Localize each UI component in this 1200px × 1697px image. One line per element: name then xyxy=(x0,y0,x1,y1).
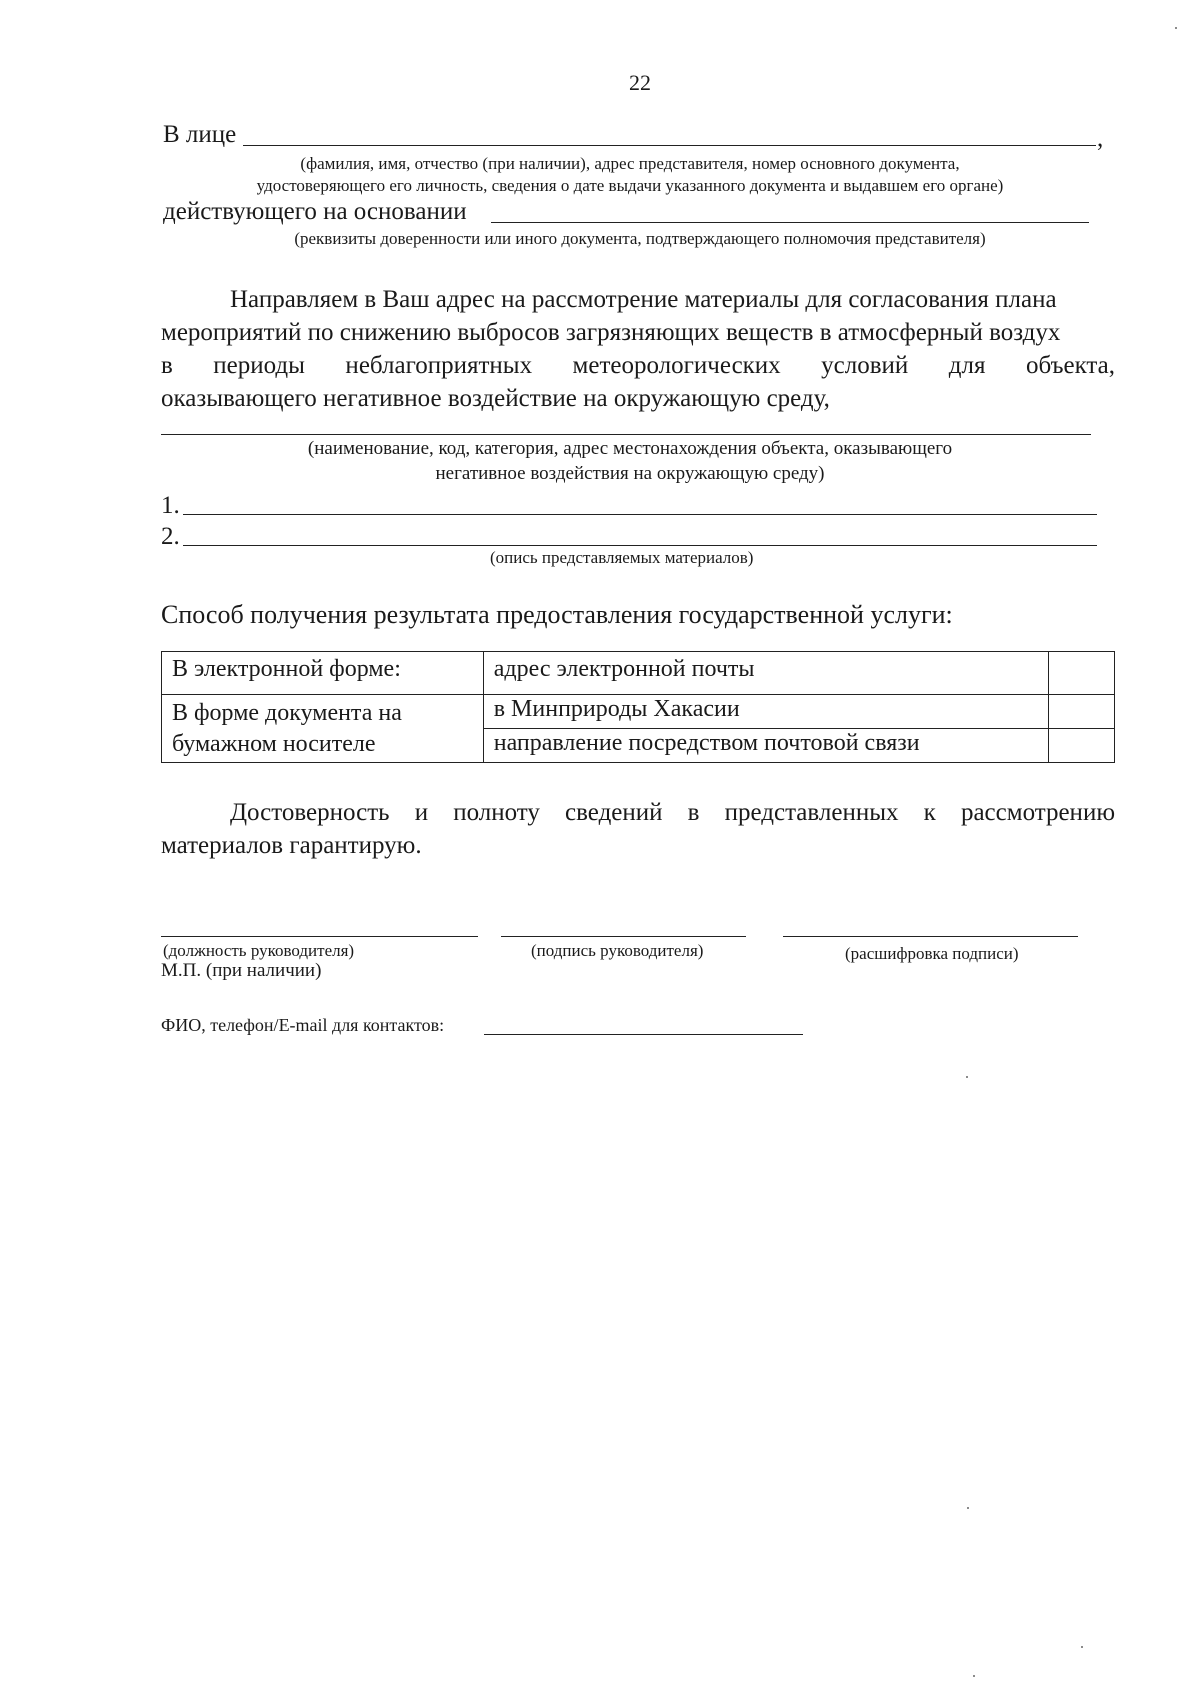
table-row xyxy=(162,695,1115,729)
materials-item-1-field[interactable] xyxy=(183,514,1097,515)
position-field[interactable] xyxy=(161,936,478,937)
decode-caption: (расшифровка подписи) xyxy=(845,944,1019,963)
paper-option-office-checkbox[interactable] xyxy=(1049,695,1115,729)
request-line3: в периоды неблагоприятных метеорологических условий для объекта, xyxy=(161,352,1115,379)
electronic-option-checkbox[interactable] xyxy=(1049,652,1115,695)
materials-item-1-number: 1. xyxy=(161,492,180,519)
representative-field[interactable] xyxy=(243,145,1096,146)
paper-label-line1: В форме документа на xyxy=(172,700,402,726)
paper-label-line2: бумажном носителе xyxy=(172,731,376,757)
delivery-heading: Способ получения результата предоставления государственной услуги: xyxy=(161,600,953,629)
request-line1: Направляем в Ваш адрес на рассмотрение материалы для согласования плана xyxy=(230,286,1057,313)
object-caption-line2: негативное воздействия на окружающую среду) xyxy=(435,463,825,484)
contacts-field[interactable] xyxy=(484,1034,803,1035)
position-caption: (должность руководителя) xyxy=(163,941,355,960)
contacts-label: ФИО, телефон/E-mail для контактов: xyxy=(161,1015,445,1035)
signature-caption: (подпись руководителя) xyxy=(531,941,704,960)
materials-caption: (опись представляемых материалов) xyxy=(490,548,754,567)
representative-comma: , xyxy=(1097,125,1104,152)
basis-field[interactable] xyxy=(491,222,1089,223)
basis-label: действующего на основании xyxy=(163,198,467,225)
request-line2: мероприятий по снижению выбросов загрязняющих веществ в атмосферный воздух xyxy=(161,319,1061,346)
guarantee-line2: материалов гарантирую. xyxy=(161,832,422,859)
paper-option-office: в Минприроды Хакасии xyxy=(483,695,1048,729)
delivery-method-table xyxy=(161,651,1115,763)
materials-item-2-number: 2. xyxy=(161,523,180,550)
basis-caption: (реквизиты доверенности или иного документа, подтверждающего полномочия представителя) xyxy=(294,229,986,248)
decode-field[interactable] xyxy=(783,936,1078,937)
scan-speck xyxy=(967,1507,969,1509)
electronic-label: В электронной форме: xyxy=(162,652,484,695)
table-row xyxy=(162,652,1115,695)
object-field[interactable] xyxy=(161,434,1091,435)
page-number: 22 xyxy=(629,70,651,95)
representative-label: В лице xyxy=(163,121,237,148)
signature-field[interactable] xyxy=(501,936,746,937)
guarantee-line1: Достоверность и полноту сведений в представленных к рассмотрению xyxy=(230,799,1115,826)
scan-speck xyxy=(973,1675,975,1677)
representative-caption-line2: удостоверяющего его личность, сведения о дате выдачи указанного документа и выдавшем его органе) xyxy=(256,176,1004,195)
scan-speck xyxy=(1081,1646,1083,1648)
materials-item-2-field[interactable] xyxy=(183,545,1097,546)
stamp-caption: М.П. (при наличии) xyxy=(161,960,322,981)
request-line4: оказывающего негативное воздействие на окружающую среду, xyxy=(161,385,830,412)
scan-speck xyxy=(1175,27,1177,29)
representative-caption-line1: (фамилия, имя, отчество (при наличии), адрес представителя, номер основного документа, xyxy=(300,154,960,173)
object-caption-line1: (наименование, код, категория, адрес местонахождения объекта, оказывающего xyxy=(307,438,953,459)
electronic-option: адрес электронной почты xyxy=(483,652,1048,695)
paper-option-mail: направление посредством почтовой связи xyxy=(483,729,1048,763)
paper-label xyxy=(162,695,484,763)
scan-speck xyxy=(966,1076,968,1078)
paper-option-mail-checkbox[interactable] xyxy=(1049,729,1115,763)
